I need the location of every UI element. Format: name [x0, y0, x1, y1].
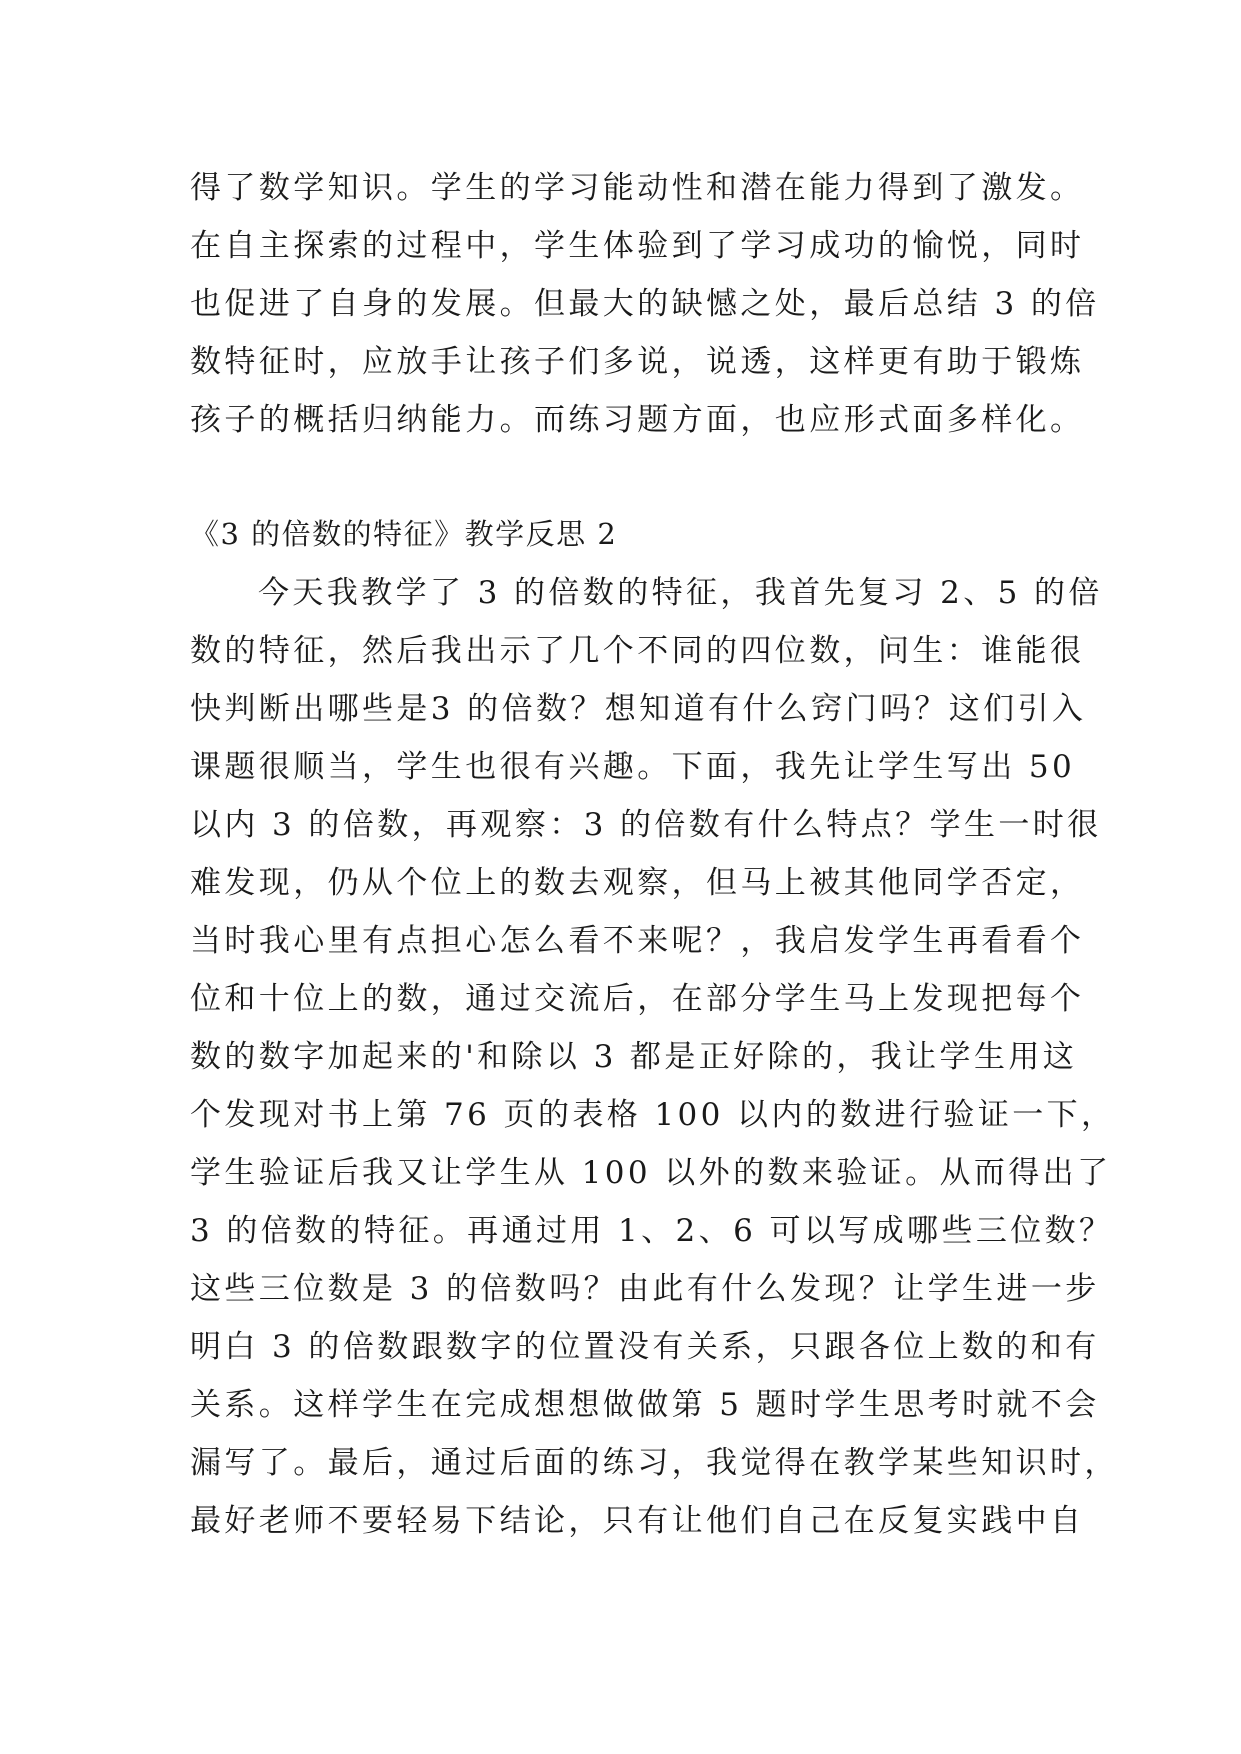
text-line: 数的特征，然后我出示了几个不同的四位数，问生：谁能很 — [190, 633, 1085, 669]
text-line: 位和十位上的数，通过交流后，在部分学生马上发现把每个 — [190, 981, 1085, 1017]
text-line: 今天我教学了 3 的倍数的特征，我首先复习 2、5 的倍 — [258, 575, 1103, 611]
text-line: 得了数学知识。学生的学习能动性和潜在能力得到了激发。 — [190, 170, 1085, 206]
text-line: 课题很顺当，学生也很有兴趣。下面，我先让学生写出 50 — [190, 749, 1076, 785]
text-line: 快判断出哪些是3 的倍数？想知道有什么窍门吗？这们引入 — [190, 691, 1087, 727]
text-line: 3 的倍数的特征。再通过用 1、2、6 可以写成哪些三位数？ — [190, 1213, 1114, 1249]
text-line: 明白 3 的倍数跟数字的位置没有关系，只跟各位上数的和有 — [190, 1329, 1100, 1365]
body-paragraph — [190, 564, 1119, 1550]
text-line: 这些三位数是 3 的倍数吗？由此有什么发现？让学生进一步 — [190, 1271, 1100, 1307]
text-line: 当时我心里有点担心怎么看不来呢？，我启发学生再看看个 — [190, 923, 1085, 959]
text-line: 孩子的概括归纳能力。而练习题方面，也应形式面多样化。 — [190, 402, 1085, 438]
text-line: 关系。这样学生在完成想想做做第 5 题时学生思考时就不会 — [190, 1387, 1100, 1423]
text-line: 以内 3 的倍数，再观察：3 的倍数有什么特点？学生一时很 — [190, 807, 1102, 843]
intro-paragraph — [190, 159, 1100, 449]
section-title: 《3 的倍数的特征》教学反思 2 — [190, 517, 618, 551]
text-line: 最好老师不要轻易下结论，只有让他们自己在反复实践中自 — [190, 1503, 1085, 1539]
text-line: 个发现对书上第 76 页的表格 100 以内的数进行验证一下， — [190, 1097, 1116, 1133]
text-line: 难发现，仍从个位上的数去观察，但马上被其他同学否定， — [190, 865, 1085, 901]
text-line: 漏写了。最后，通过后面的练习，我觉得在教学某些知识时， — [190, 1445, 1119, 1481]
text-line: 也促进了自身的发展。但最大的缺憾之处，最后总结 3 的倍 — [190, 286, 1100, 322]
text-line: 数特征时，应放手让孩子们多说，说透，这样更有助于锻炼 — [190, 344, 1085, 380]
text-line: 在自主探索的过程中，学生体验到了学习成功的愉悦，同时 — [190, 228, 1085, 264]
text-line: 学生验证后我又让学生从 100 以外的数来验证。从而得出了 — [190, 1155, 1112, 1191]
text-line: 数的数字加起来的'和除以 3 都是正好除的，我让学生用这 — [190, 1039, 1078, 1075]
